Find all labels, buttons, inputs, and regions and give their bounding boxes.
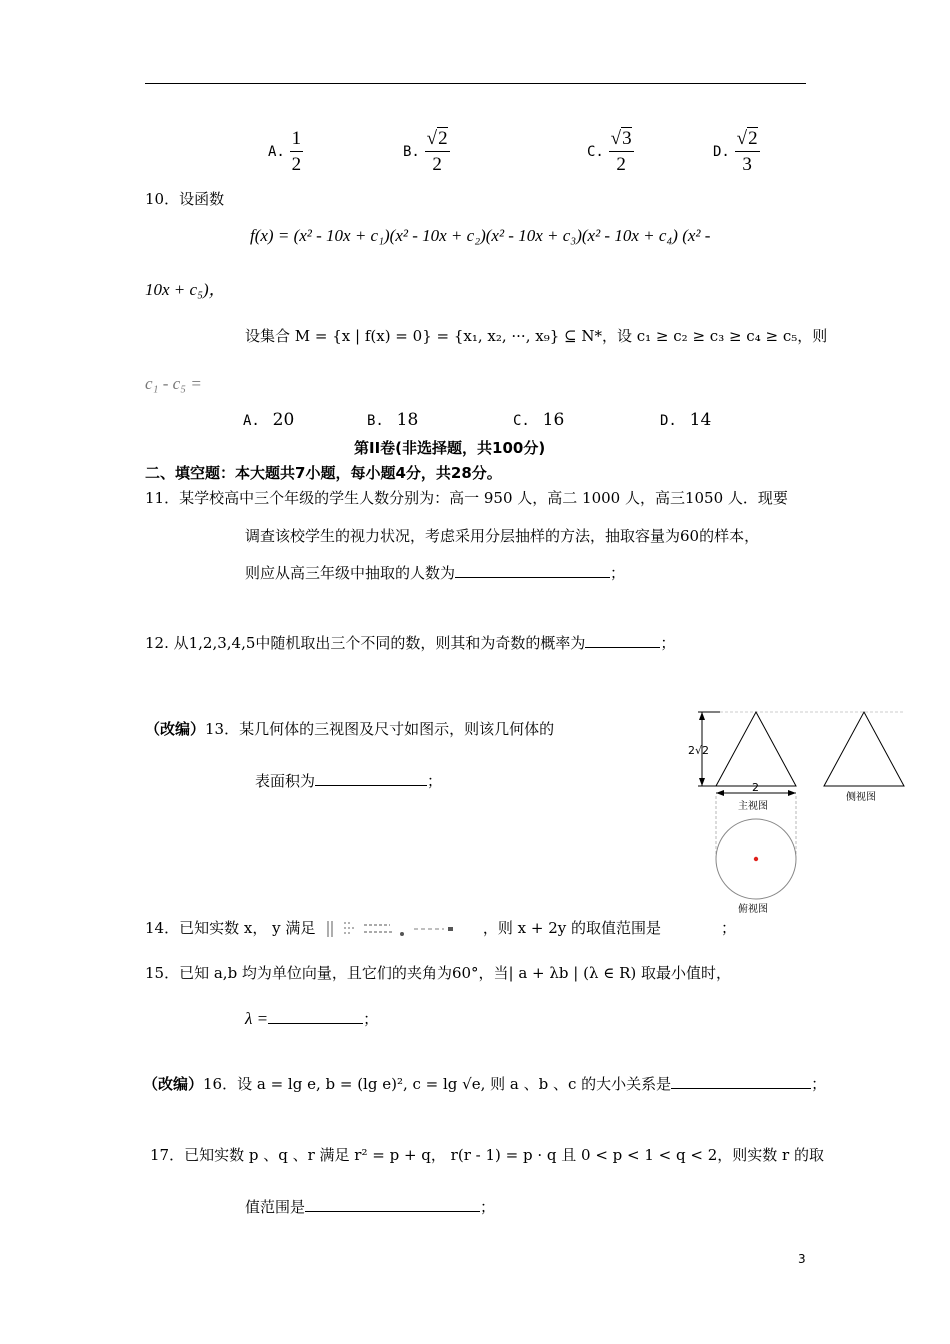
q15-line2	[245, 1008, 378, 1029]
q11-line1: 11．某学校高中三个年级的学生人数分别为：高一 950 人，高二 1000 人，高三1050 人．现要	[145, 489, 788, 507]
option-label: B.	[403, 143, 420, 160]
garbled-system-image	[324, 919, 474, 939]
q9-option-d	[713, 128, 760, 176]
side-view-label: 侧视图	[846, 792, 876, 803]
q13-text: 13．某几何体的三视图及尺寸如图示，则该几何体的	[205, 720, 555, 738]
denominator: 3	[742, 153, 752, 175]
q12-text: 12. 从1,2,3,4,5中随机取出三个不同的数，则其和为奇数的概率为	[145, 634, 586, 652]
denominator: 2	[616, 153, 626, 175]
q16-text: 16．设 a = lg e, b = (lg e)², c = lg √e, 则 a 、b 、c 的大小关系是	[203, 1075, 672, 1093]
q11-line2: 调查该校学生的视力状况，考虑采用分层抽样的方法，抽取容量为60的样本，	[245, 527, 760, 545]
q10-option-b	[367, 410, 418, 430]
height-label: 2√2	[688, 744, 710, 757]
q10-stem: 10．设函数	[145, 190, 225, 208]
option-label: A.	[268, 143, 285, 160]
radicand: 3	[622, 128, 632, 149]
radicand: 2	[748, 128, 758, 149]
width-label: 2	[752, 781, 759, 794]
option-label: D.	[713, 143, 730, 160]
page-number: 3	[798, 1252, 806, 1266]
top-view-label: 俯视图	[738, 904, 768, 915]
q13-answer-blank[interactable]	[315, 771, 427, 786]
q16-answer-blank[interactable]	[671, 1074, 811, 1089]
q11-answer-blank[interactable]	[455, 563, 610, 578]
adapted-tag: （改编）	[143, 1075, 204, 1093]
q9-option-b	[403, 128, 450, 176]
section2-subtitle: 二、填空题：本大题共7小题，每小题4分，共28分。	[145, 464, 502, 482]
q17-prompt: 值范围是	[245, 1198, 306, 1216]
q10-formula-line1: f(x) = (x² - 10x + c₁)(x² - 10x + c₂)(x² - 10x + c₃)(x² - 10x + c₄) (x² -	[250, 226, 711, 245]
q13-line2	[255, 770, 442, 791]
q9-option-a	[268, 128, 303, 176]
arrow-down-icon	[699, 778, 705, 786]
q10-formula-line2: 10x + c₅)，	[145, 280, 226, 299]
header-rule	[145, 83, 806, 84]
q16-end: ；	[811, 1075, 827, 1093]
front-view-label: 主视图	[738, 801, 768, 812]
fraction	[425, 128, 450, 176]
front-view-triangle	[716, 712, 796, 786]
q14-text2: ，则 x + 2y 的取值范围是	[482, 919, 662, 937]
q10-option-d	[660, 410, 711, 430]
q17-answer-blank[interactable]	[305, 1197, 480, 1212]
q10-option-a	[243, 410, 294, 430]
q11-prompt: 则应从高三年级中抽取的人数为	[245, 564, 456, 582]
q15-line1: 15．已知 a,b 均为单位向量，且它们的夹角为60°，当| a + λb | (λ ∈ R) 取最小值时，	[145, 964, 732, 982]
q15-answer-blank[interactable]	[268, 1009, 363, 1024]
q14-text1: 14．已知实数 x， y 满足	[145, 919, 316, 937]
q17-end: ；	[480, 1198, 496, 1216]
q15-prompt: λ =	[245, 1009, 269, 1028]
q11-line3	[245, 562, 625, 583]
q10-option-c	[513, 410, 564, 430]
q10-ask: c₁ - c₅ =	[145, 374, 202, 393]
adapted-tag: （改编）	[145, 720, 206, 738]
q13-end: ；	[427, 772, 443, 790]
q17-line1: 17．已知实数 p 、q 、r 满足 r² = p + q， r(r - 1) = p · q 且 0 < p < 1 < q < 2，则实数 r 的取	[150, 1146, 824, 1164]
arrow-up-icon	[699, 712, 705, 720]
option-label: A.	[243, 413, 260, 429]
q12-answer-blank[interactable]	[585, 633, 660, 648]
q14	[145, 917, 736, 939]
fraction	[290, 128, 304, 176]
numerator: √2	[735, 128, 760, 152]
q15-end: ；	[363, 1010, 379, 1028]
q9-option-c	[587, 128, 634, 176]
q12-end: ；	[660, 634, 676, 652]
denominator: 2	[291, 153, 302, 175]
q11-end: ；	[610, 564, 626, 582]
q12	[145, 632, 675, 653]
numerator: 1	[290, 128, 304, 152]
q10-set-line: 设集合 M = {x | f(x) = 0} = {x₁, x₂, ···, x₉} ⊆ N*，设 c₁ ≥ c₂ ≥ c₃ ≥ c₄ ≥ c₅，则	[245, 327, 828, 345]
option-value: 20	[272, 410, 295, 430]
arrow-left-icon	[716, 790, 724, 796]
option-label: B.	[367, 413, 384, 429]
q17-line2	[245, 1196, 495, 1217]
numerator: √3	[609, 128, 634, 152]
three-view-figure	[680, 700, 915, 915]
option-label: C.	[513, 413, 530, 429]
side-view-triangle	[824, 712, 904, 786]
arrow-right-icon	[788, 790, 796, 796]
option-label: C.	[587, 143, 604, 160]
numerator: √2	[425, 128, 450, 152]
center-dot	[754, 857, 758, 861]
fraction	[735, 128, 760, 176]
q16	[143, 1073, 826, 1094]
option-value: 18	[396, 410, 419, 430]
q13-line1	[145, 718, 554, 739]
fraction	[609, 128, 634, 176]
q14-end: ；	[721, 919, 737, 937]
radicand: 2	[438, 128, 448, 149]
option-value: 14	[689, 410, 712, 430]
option-value: 16	[542, 410, 565, 430]
denominator: 2	[432, 153, 442, 175]
section2-title: 第II卷(非选择题，共100分)	[354, 439, 546, 457]
option-label: D.	[660, 413, 677, 429]
q13-prompt: 表面积为	[255, 772, 316, 790]
